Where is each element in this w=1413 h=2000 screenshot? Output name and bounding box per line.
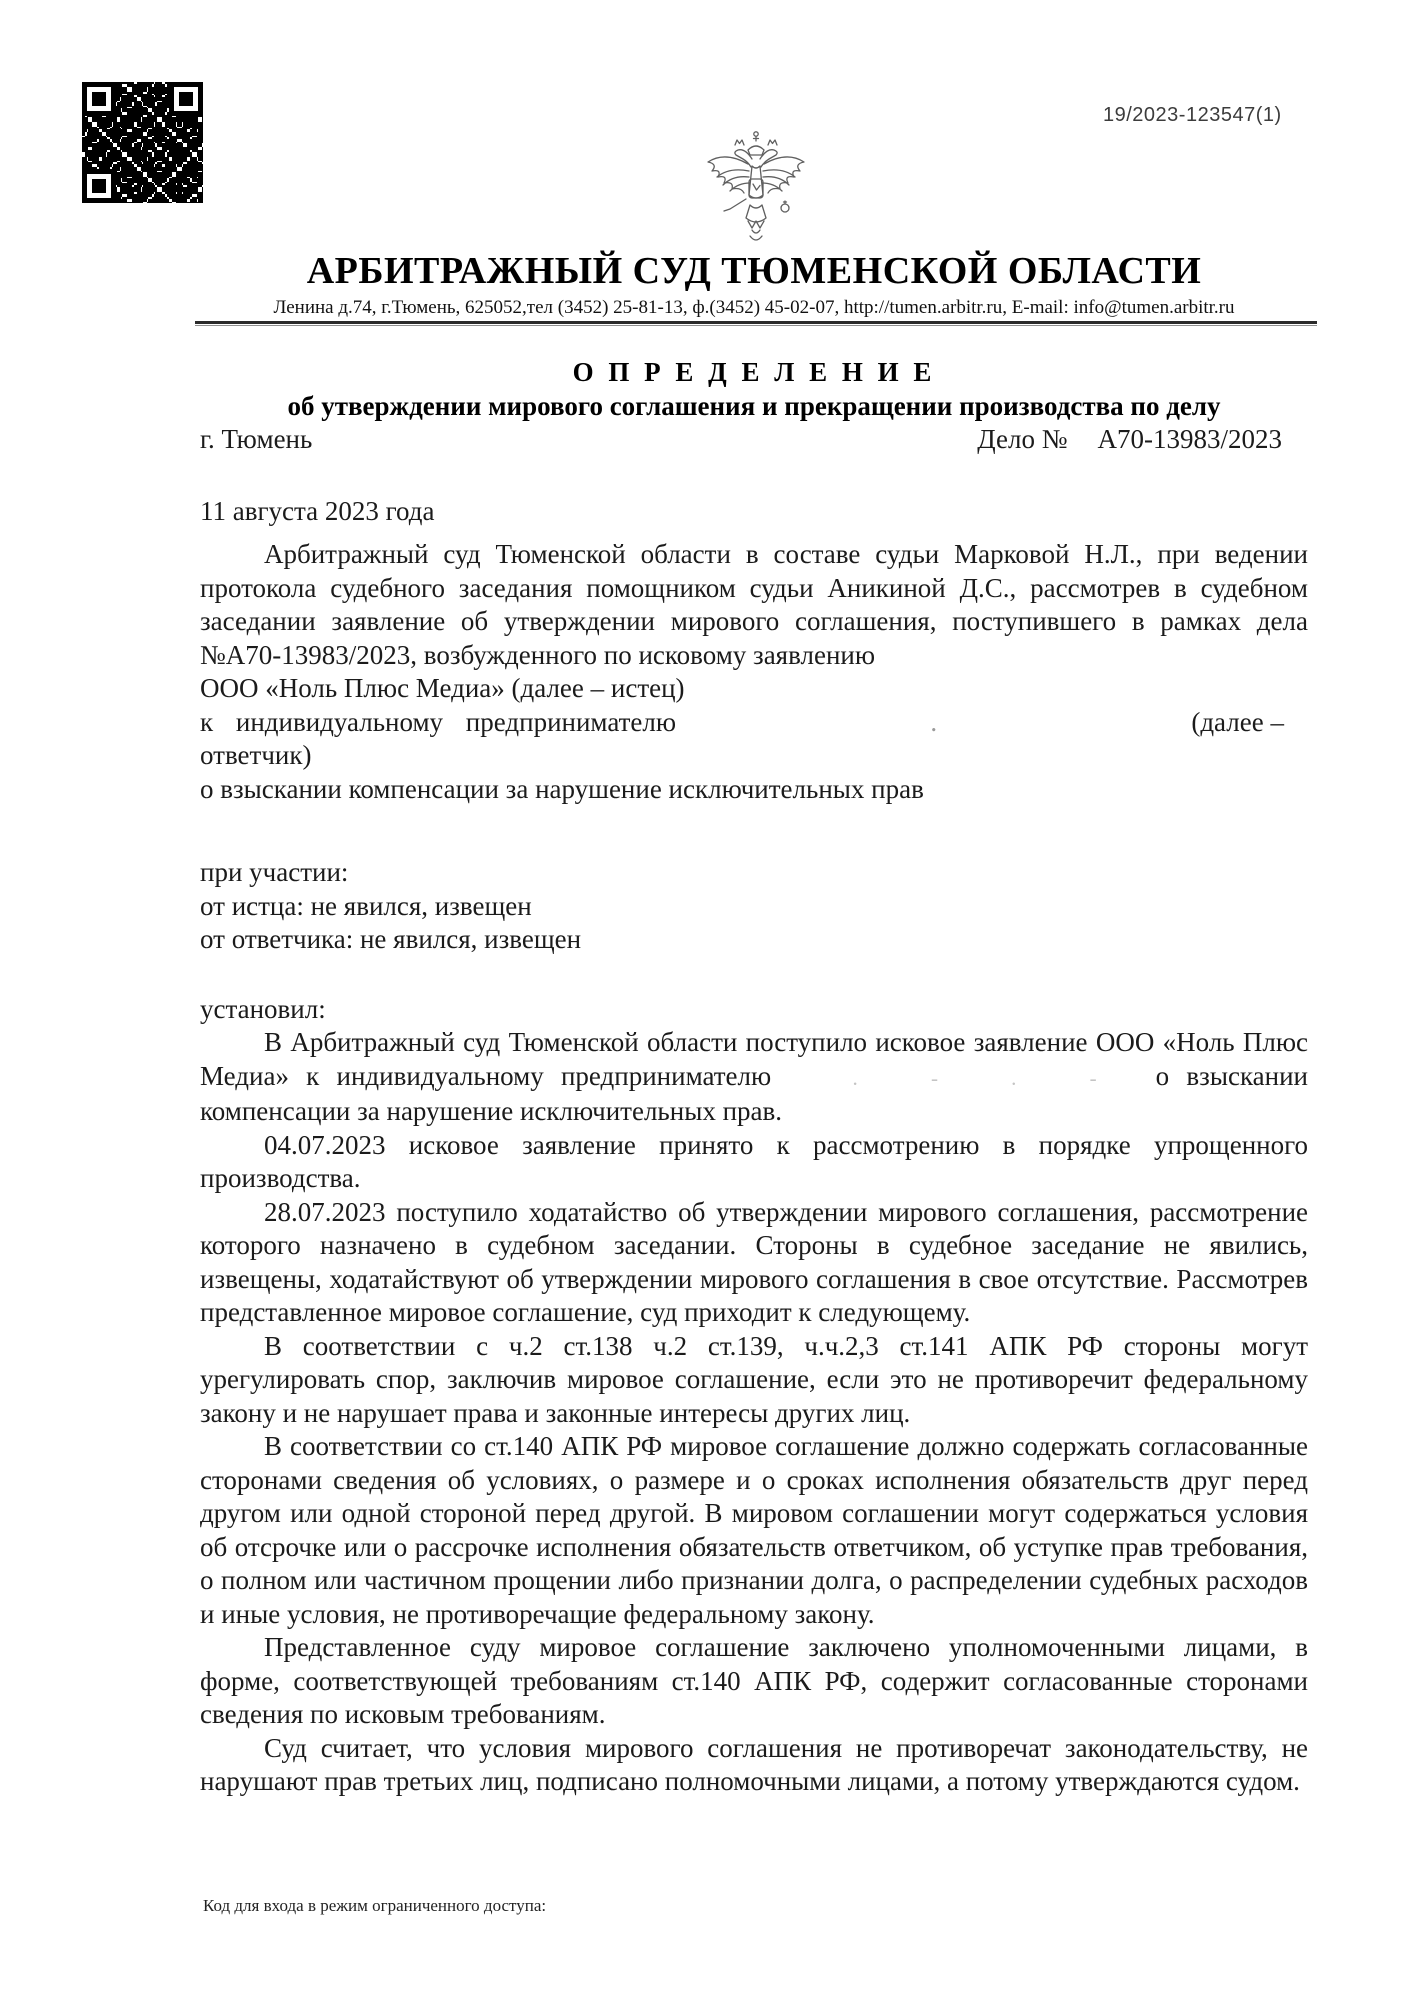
redacted-text: . - . -	[852, 1065, 1131, 1090]
defendant-presence: от ответчика: не явился, извещен	[200, 924, 582, 954]
plaintiff-line: ООО «Ноль Плюс Медиа» (далее – истец)	[200, 673, 685, 703]
court-address: Ленина д.74, г.Тюмень, 625052,тел (3452) 25-81-13, ф.(3452) 45-02-07, http://tumen.arbitr.ru, E-mail: info@tumen.arbitr.ru	[273, 297, 1235, 318]
document-title: О П Р Е Д Е Л Е Н И Е	[572, 357, 936, 387]
filed-paragraph-after: о взыскании компенсации за нарушение исключительных прав.	[200, 1060, 1308, 1126]
defendant-line	[200, 706, 1308, 740]
court-name: АРБИТРАЖНЫЙ СУД ТЮМЕНСКОЙ ОБЛАСТИ	[306, 250, 1202, 292]
defendant-line-continuation: ответчик)	[200, 740, 312, 770]
paragraph-apk-140: В соответствии со ст.140 АПК РФ мировое соглашение должно содержать согласованные сторонами сведения об условиях, о размере и о сроках исполнения обязательств друг перед другом или одной стороной перед другой. В мировом соглашении могут содержаться условия об отсрочке или о рассрочке исполнения обязательств ответчиком, об уступке прав требования, о полном или частичном прощении либо признании долга, о распределении судебных расходов и иные условия, не противоречащие федеральному закону.	[200, 1431, 1308, 1629]
filed-paragraph	[200, 1026, 1308, 1129]
case-number: А70-13983/2023	[1097, 424, 1282, 454]
defendant-line-left: к индивидуальному предпринимателю	[200, 706, 677, 737]
redacted-defendant-name: .	[930, 706, 938, 737]
ustanovil-label: установил:	[200, 993, 326, 1024]
case-reference	[977, 423, 1282, 457]
qr-finder-top-right	[169, 82, 203, 116]
document-subtitle: об утверждении мирового соглашения и прекращении производства по делу	[287, 390, 1221, 421]
filed-paragraph-before: В Арбитражный суд Тюменской области поступило исковое заявление ООО «Ноль Плюс Медиа» к индивидуальному предпринимателю	[200, 1027, 1308, 1091]
paragraph-apk-138-139-141: В соответствии с ч.2 ст.138 ч.2 ст.139, ч.ч.2,3 ст.141 АПК РФ стороны могут урегулировать спор, заключив мировое соглашение, если это не противоречит федеральному закону и не нарушает права и законные интересы других лиц.	[200, 1330, 1308, 1428]
paragraph-court-conclusion: Суд считает, что условия мирового соглашения не противоречат законодательству, не нарушают прав третьих лиц, подписано полномочными лицами, а потому утверждаются судом.	[200, 1732, 1308, 1796]
document-date: 11 августа 2023 года	[200, 495, 435, 526]
russian-coat-of-arms-emblem	[699, 127, 813, 247]
paragraph-settlement-form: Представленное суду мировое соглашение заключено уполномоченными лицами, в форме, соответствующей требованиям ст.140 АПК РФ, содержит согласованные сторонами сведения по исковым требованиям.	[200, 1632, 1308, 1729]
paragraph-accepted: 04.07.2023 исковое заявление принято к рассмотрению в порядке упрощенного производства.	[200, 1129, 1308, 1193]
participation-label: при участии:	[200, 857, 349, 887]
document-number: 19/2023-123547(1)	[1103, 104, 1282, 126]
intro-paragraph: Арбитражный суд Тюменской области в составе судьи Марковой Н.Л., при ведении протокола судебного заседания помощником судьи Аникиной Д.С., рассмотрев в судебном заседании заявление об утверждении мирового соглашения, поступившего в рамках дела №А70-13983/2023, возбужденного по исковому заявлению	[200, 539, 1308, 670]
place-case-row	[200, 423, 1308, 457]
paragraph-motion: 28.07.2023 поступило ходатайство об утверждении мирового соглашения, рассмотрение которого назначено в судебном заседании. Стороны в судебное заседание не явились, извещены, ходатайствуют об утверждении мирового соглашения в свое отсутствие. Рассмотрев представленное мировое соглашение, суд приходит к следующему.	[200, 1196, 1308, 1327]
case-number-label: Дело №	[977, 424, 1068, 454]
place-label: г. Тюмень	[200, 424, 313, 454]
claim-line: о взыскании компенсации за нарушение исключительных прав	[200, 773, 924, 804]
qr-finder-top-left	[82, 82, 116, 116]
restricted-access-label: Код для входа в режим ограниченного доступа:	[203, 1896, 547, 1915]
header-divider	[195, 321, 1317, 326]
qr-finder-bottom-left	[82, 169, 116, 203]
plaintiff-presence: от истца: не явился, извещен	[200, 890, 532, 921]
defendant-line-right: (далее –	[1191, 706, 1284, 737]
document-body	[200, 356, 1308, 1799]
qr-code	[82, 82, 203, 203]
court-header	[200, 250, 1308, 319]
